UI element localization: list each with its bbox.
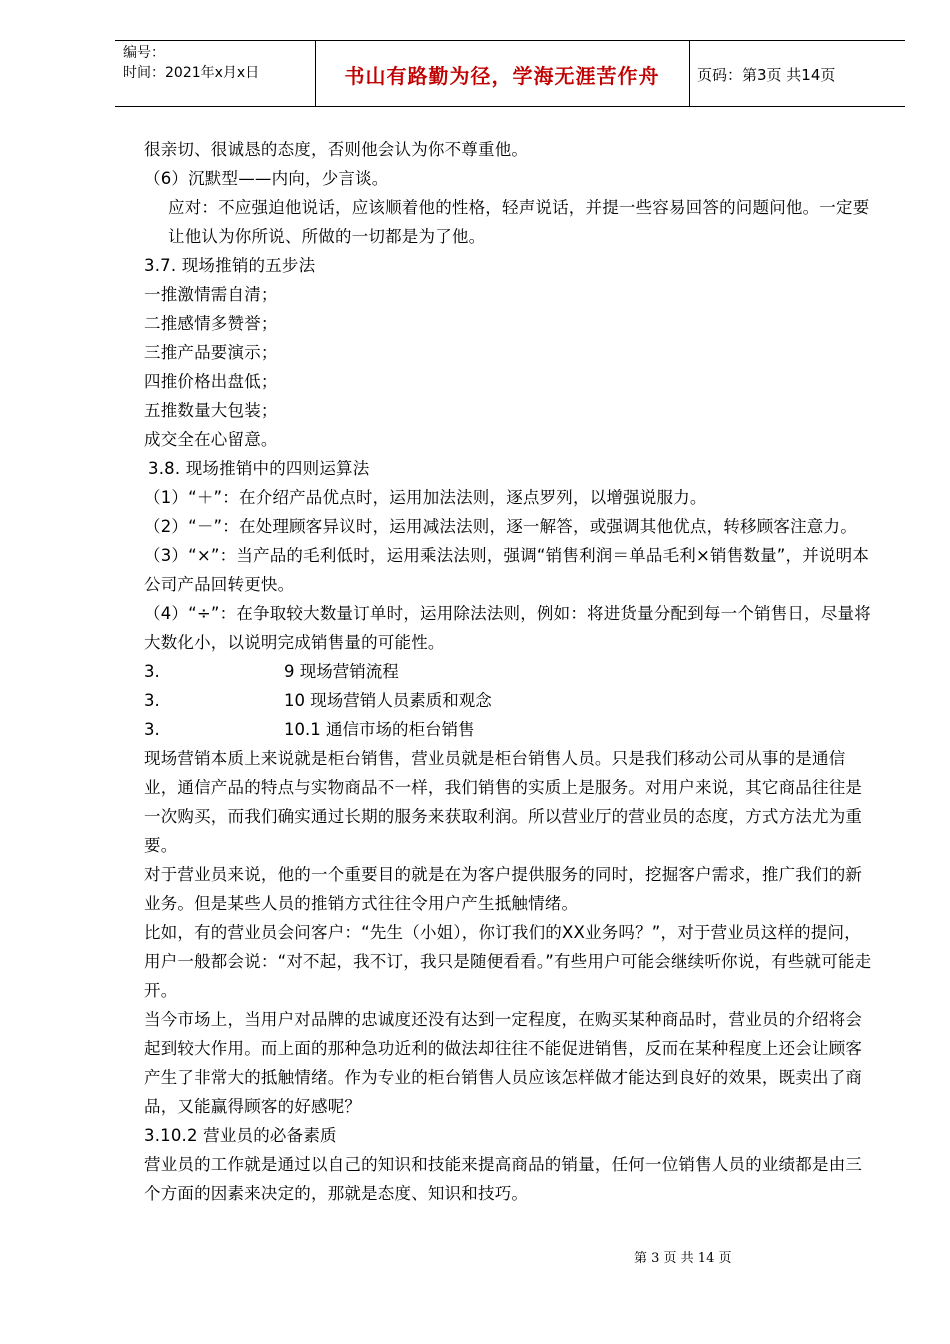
section-title: 10.1 通信市场的柜台销售 — [284, 720, 475, 739]
serial-label: 编号： — [123, 45, 165, 61]
section-title: 9 现场营销流程 — [284, 662, 399, 681]
header-meta — [123, 43, 259, 83]
body-paragraph: 应对：不应强迫他说话，应该顺着他的性格，轻声说话，并提一些容易回答的问题问他。一定要让他认为你所说、所做的一切都是为了他。 — [168, 198, 870, 246]
step-item: 五推数量大包装； — [144, 401, 278, 420]
section-heading-3-10-1 — [144, 715, 874, 744]
section-number: 3. — [144, 662, 160, 681]
step-item: 成交全在心留意。 — [144, 430, 278, 449]
header-page-info: 页码：第3页 共14页 — [697, 66, 836, 84]
operation-item: （3）“×”：当产品的毛利低时，运用乘法法则，强调“销售利润＝单品毛利×销售数量”，并说明本公司产品回转更快。 — [144, 546, 870, 594]
body-paragraph: 对于营业员来说，他的一个重要目的就是在为客户提供服务的同时，挖掘客户需求，推广我们的新业务。但是某些人员的推销方式往往令用户产生抵触情绪。 — [144, 865, 863, 913]
section-heading-3-10 — [144, 686, 874, 715]
header-top-rule — [115, 40, 905, 41]
body-paragraph: 现场营销本质上来说就是柜台销售，营业员就是柜台销售人员。只是我们移动公司从事的是通信业，通信产品的特点与实物商品不一样，我们销售的实质上是服务。对用户来说，其它商品往往是一次购买，而我们确实通过长期的服务来获取利润。所以营业厅的营业员的态度，方式方法尤为重要。 — [144, 749, 863, 855]
page-footer: 第 3 页 共 14 页 — [634, 1251, 732, 1266]
header-bottom-rule — [115, 106, 905, 107]
page-header — [115, 40, 905, 106]
operation-item: （4）“÷”：在争取较大数量订单时，运用除法法则，例如：将进货量分配到每一个销售日，尽量将大数化小，以说明完成销售量的可能性。 — [144, 604, 871, 652]
document-body — [144, 135, 874, 1208]
body-line: 很亲切、很诚恳的态度，否则他会认为你不尊重他。 — [144, 140, 529, 159]
section-number: 3. — [144, 691, 160, 710]
operation-item: （2）“－”：在处理顾客异议时，运用减法法则，逐一解答，或强调其他优点，转移顾客注意力。 — [144, 517, 857, 536]
body-paragraph: 营业员的工作就是通过以自己的知识和技能来提高商品的销量，任何一位销售人员的业绩都是由三个方面的因素来决定的，那就是态度、知识和技巧。 — [144, 1155, 863, 1203]
section-heading-3-10-2: 3.10.2 营业员的必备素质 — [144, 1126, 337, 1145]
step-item: 一推激情需自清； — [144, 285, 278, 304]
header-motto: 书山有路勤为径，学海无涯苦作舟 — [344, 64, 660, 88]
time-label: 时间：2021年x月x日 — [123, 65, 260, 81]
body-paragraph: 比如，有的营业员会问客户：“先生（小姐），你订我们的XX业务吗？”，对于营业员这样的提问，用户一般都会说：“对不起，我不订，我只是随便看看。”有些用户可能会继续听你说，有些就可能走开。 — [144, 923, 872, 1000]
body-line: （6）沉默型——内向，少言谈。 — [144, 169, 389, 188]
step-item: 二推感情多赞誉； — [144, 314, 278, 333]
header-divider-2 — [689, 40, 690, 106]
step-item: 三推产品要演示； — [144, 343, 278, 362]
section-heading-3-9 — [144, 657, 874, 686]
section-heading-3-7: 3.7. 现场推销的五步法 — [144, 256, 316, 275]
section-heading-3-8: 3.8. 现场推销中的四则运算法 — [148, 459, 370, 478]
section-title: 10 现场营销人员素质和观念 — [284, 691, 492, 710]
body-paragraph: 当今市场上，当用户对品牌的忠诚度还没有达到一定程度，在购买某种商品时，营业员的介绍将会起到较大作用。而上面的那种急功近利的做法却往往不能促进销售，反而在某种程度上还会让顾客产生了非常大的抵触情绪。作为专业的柜台销售人员应该怎样做才能达到良好的效果，既卖出了商品，又能赢得顾客的好感呢？ — [144, 1010, 863, 1116]
operation-item: （1）“＋”：在介绍产品优点时，运用加法法则，逐点罗列，以增强说服力。 — [144, 488, 707, 507]
section-number: 3. — [144, 720, 160, 739]
step-item: 四推价格出盘低； — [144, 372, 278, 391]
